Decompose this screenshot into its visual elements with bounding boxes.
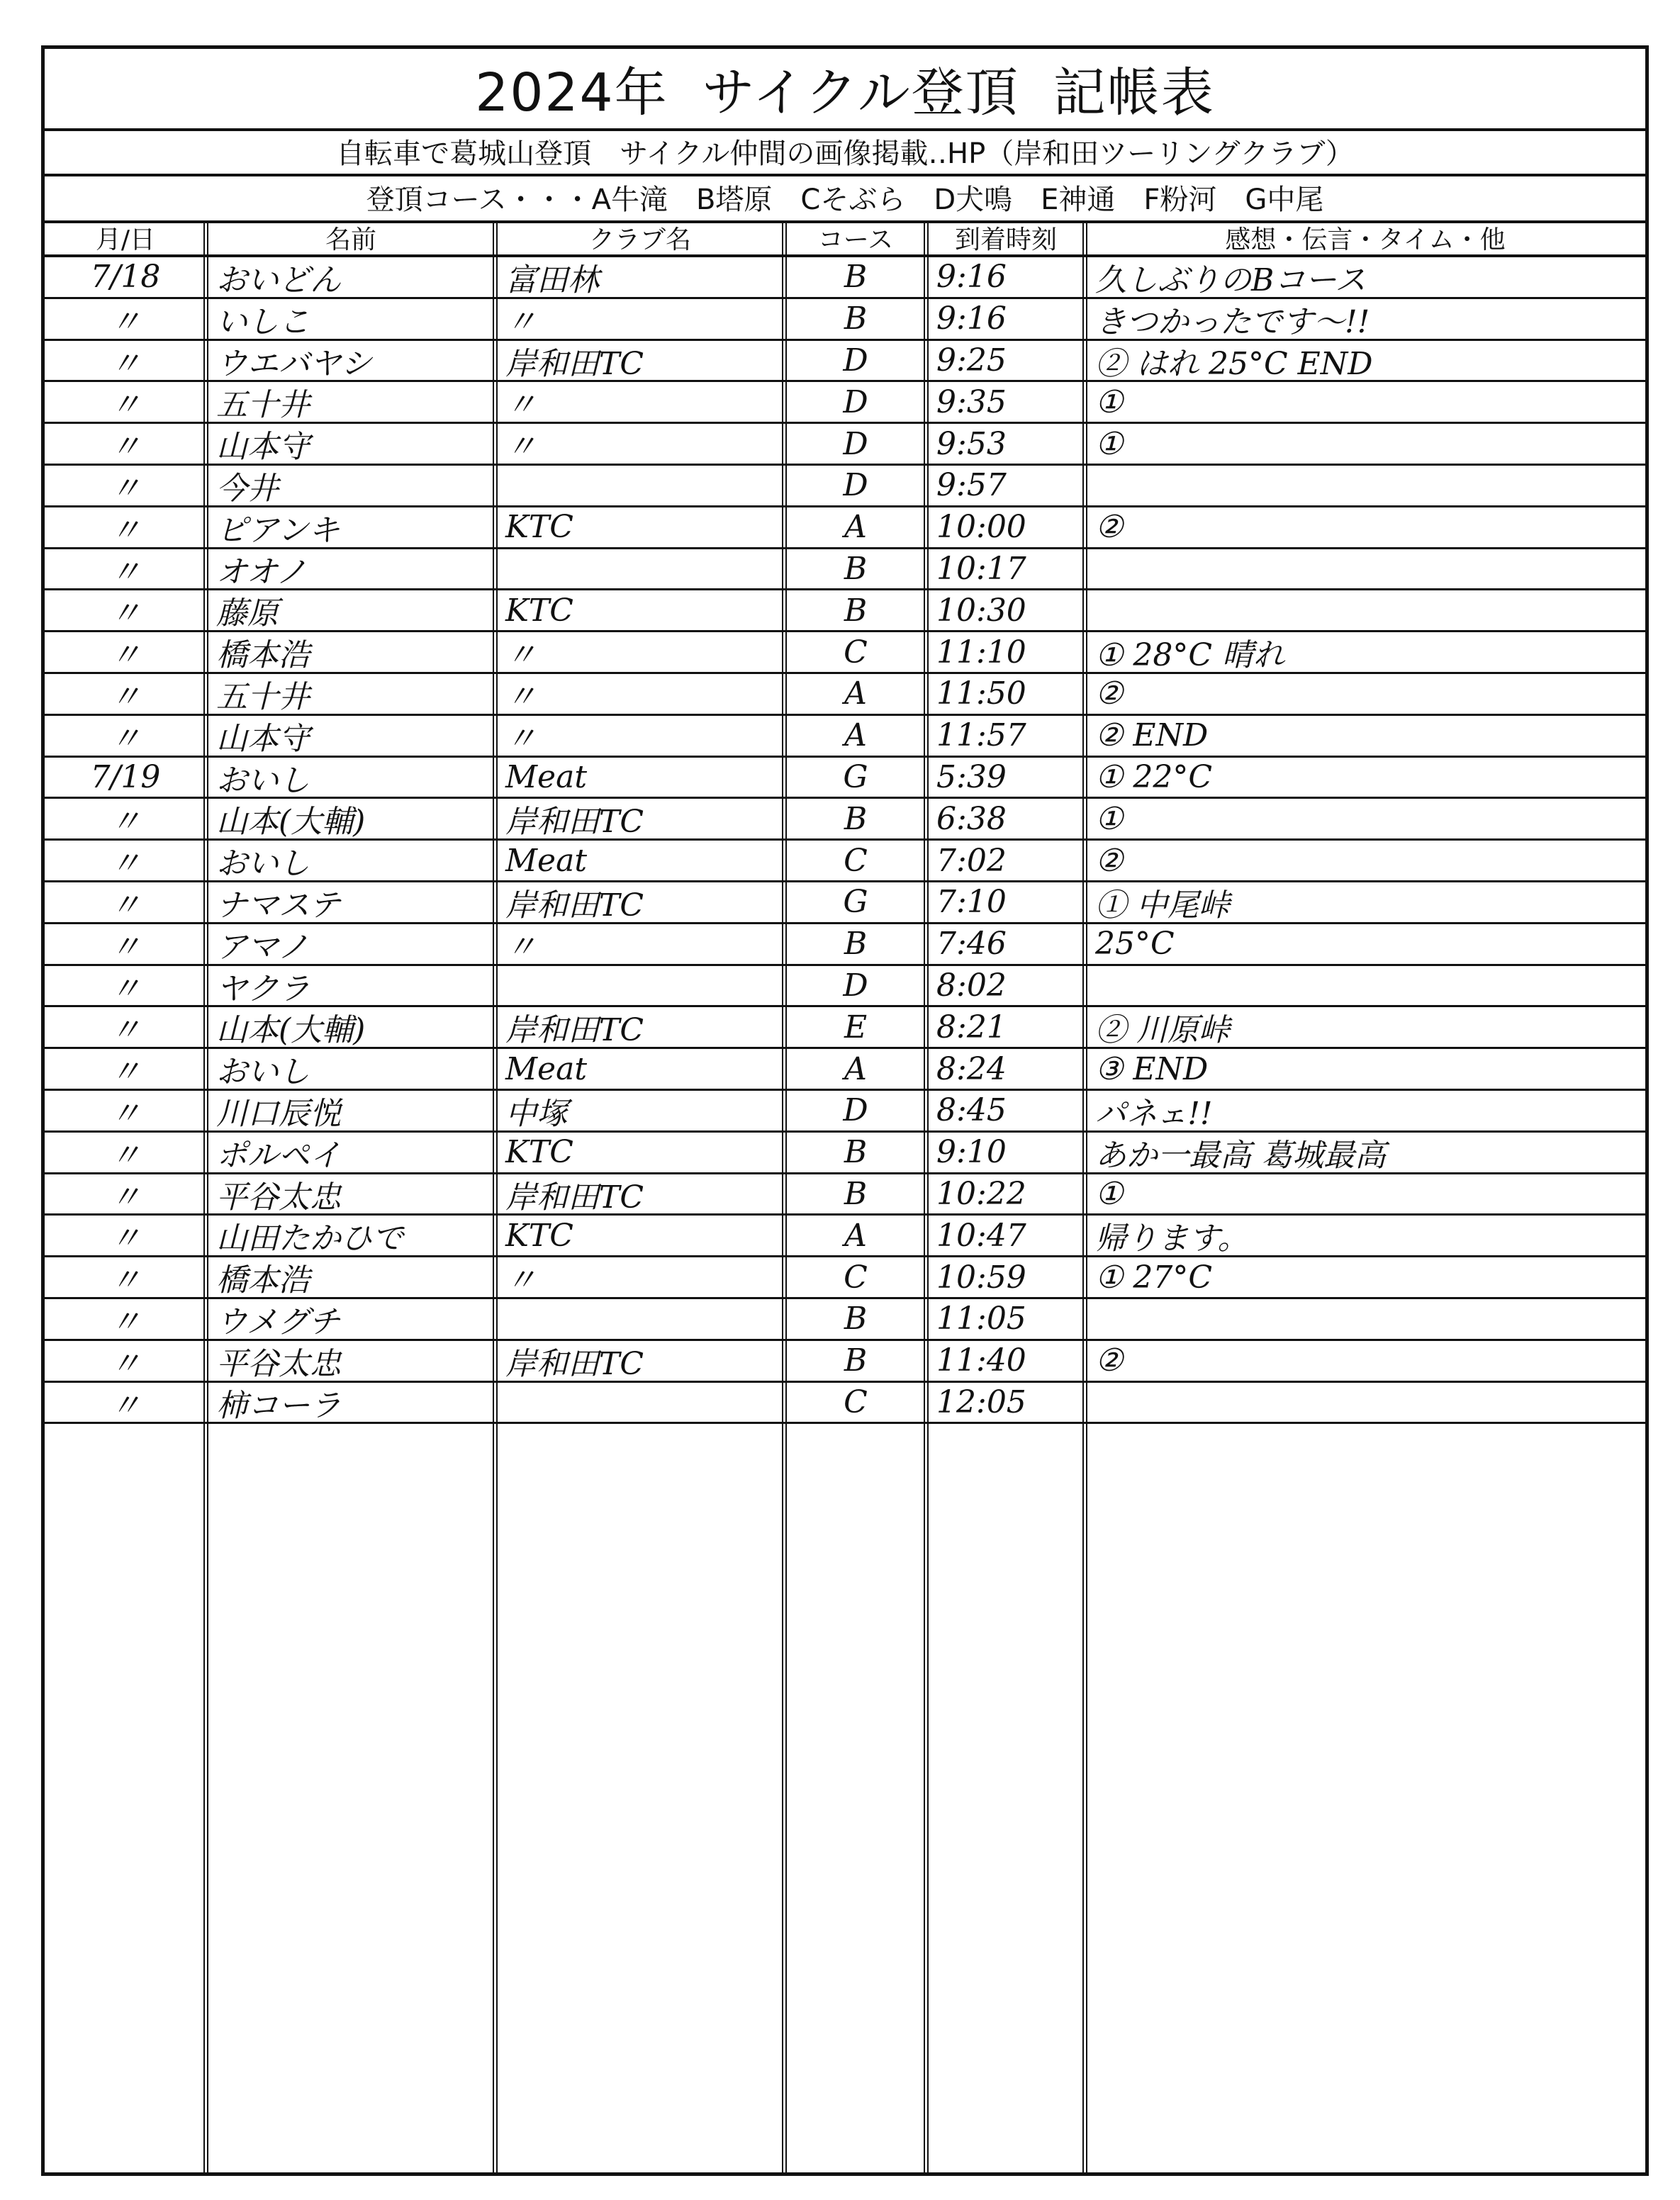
course-cell: C — [844, 634, 868, 670]
course-cell: B — [844, 926, 868, 962]
comment-cell — [1085, 1383, 1645, 1422]
table-row — [45, 507, 1645, 549]
time-cell: 9:16 — [936, 301, 1007, 337]
time-cell: 9:10 — [936, 1134, 1007, 1171]
comment-cell — [1085, 466, 1645, 505]
comment-cell — [1085, 549, 1645, 589]
time-cell: 7:02 — [936, 842, 1007, 879]
name-cell: ピアンキ — [216, 512, 340, 547]
table-row — [45, 924, 1645, 966]
title-main: サイクル登頂 — [702, 62, 1019, 123]
course-cell: D — [843, 1092, 868, 1129]
time-cell: 10:00 — [936, 509, 1026, 546]
table-row — [45, 1257, 1645, 1299]
club-cell: 〃 — [505, 678, 537, 714]
table-row — [45, 1133, 1645, 1174]
comment-cell: きつかったです〜!! — [1095, 303, 1370, 339]
table-row — [45, 299, 1645, 341]
column-header-time: 到着時刻 — [926, 220, 1085, 257]
column-divider — [203, 220, 208, 2172]
time-cell: 7:46 — [936, 926, 1007, 962]
name-cell: ウエバヤシ — [216, 345, 372, 381]
club-cell: 岸和田TC — [505, 1012, 644, 1048]
column-header-name: 名前 — [206, 220, 495, 257]
club-cell: 岸和田TC — [505, 887, 644, 922]
club-cell: 〃 — [505, 303, 537, 339]
date-cell: 〃 — [110, 470, 141, 505]
comment-cell: ① 中尾峠 — [1095, 887, 1230, 922]
club-cell: 〃 — [505, 928, 537, 964]
time-cell: 10:22 — [936, 1175, 1026, 1212]
table-row — [45, 1091, 1645, 1133]
name-cell: いしこ — [216, 303, 310, 339]
name-cell: ヤクラ — [216, 970, 310, 1006]
date-cell: 〃 — [110, 1220, 141, 1256]
name-cell: アマノ — [216, 928, 309, 964]
comment-cell: ② はれ 25°C END — [1095, 345, 1373, 381]
club-cell: KTC — [505, 1217, 573, 1254]
club-cell: KTC — [505, 592, 573, 629]
column-header-date: 月/日 — [45, 220, 206, 257]
name-cell: おいし — [216, 1054, 310, 1089]
name-cell: 五十井 — [216, 387, 310, 422]
club-cell: Meat — [505, 842, 588, 879]
name-cell: 山本守 — [216, 720, 310, 756]
comment-cell: ① — [1095, 383, 1124, 420]
name-cell: おいどん — [216, 262, 341, 297]
time-cell: 9:57 — [936, 467, 1007, 504]
table-row — [45, 341, 1645, 383]
date-cell: 〃 — [110, 303, 141, 339]
date-cell: 7/18 — [90, 259, 161, 296]
club-cell — [495, 466, 785, 505]
comment-cell: ① 28°C 晴れ — [1095, 637, 1285, 672]
table-row — [45, 1299, 1645, 1341]
name-cell: 五十井 — [216, 678, 310, 714]
club-cell: 岸和田TC — [505, 804, 644, 839]
course-cell: D — [843, 425, 868, 462]
comment-cell: 25°C — [1095, 926, 1175, 962]
column-header-club: クラブ名 — [495, 220, 785, 257]
name-cell: おいし — [216, 762, 310, 797]
time-cell: 8:02 — [936, 967, 1007, 1004]
club-cell: 岸和田TC — [505, 1345, 644, 1381]
comment-cell: パネェ!! — [1095, 1095, 1213, 1130]
table-row — [45, 382, 1645, 424]
date-cell: 〃 — [110, 637, 141, 672]
date-cell: 〃 — [110, 720, 141, 756]
name-cell: 柿コーラ — [216, 1387, 341, 1422]
time-cell: 11:57 — [936, 717, 1026, 754]
course-cell: A — [844, 1217, 867, 1254]
table-row — [45, 1049, 1645, 1091]
table-row — [45, 590, 1645, 632]
log-table — [45, 220, 1645, 2172]
table-row — [45, 632, 1645, 674]
name-cell: 川口辰悦 — [216, 1095, 341, 1130]
time-cell: 9:16 — [936, 259, 1007, 296]
club-cell: Meat — [505, 1050, 588, 1087]
club-cell: 〃 — [505, 637, 537, 672]
club-cell: 岸和田TC — [505, 345, 644, 381]
comment-cell — [1085, 966, 1645, 1006]
course-cell: D — [843, 383, 868, 420]
table-row — [45, 257, 1645, 299]
date-cell: 〃 — [110, 804, 141, 839]
date-cell: 7/19 — [90, 758, 161, 795]
club-cell — [495, 1299, 785, 1339]
comment-cell: ② END — [1095, 717, 1209, 754]
name-cell: 橋本浩 — [216, 637, 310, 672]
course-cell: G — [843, 758, 868, 795]
course-cell: B — [844, 1175, 868, 1212]
column-divider — [493, 220, 498, 2172]
club-cell — [495, 966, 785, 1006]
name-cell: ウメグチ — [216, 1303, 340, 1339]
date-cell: 〃 — [110, 345, 141, 381]
column-header-course: コース — [785, 220, 926, 257]
comment-cell — [1085, 590, 1645, 630]
comment-cell: ① — [1095, 800, 1124, 837]
comment-cell: ② — [1095, 842, 1124, 879]
date-cell: 〃 — [110, 970, 141, 1006]
course-cell: A — [844, 1050, 867, 1087]
club-cell: 富田林 — [505, 262, 599, 297]
course-cell: B — [844, 550, 868, 587]
date-cell: 〃 — [110, 1345, 141, 1381]
comment-cell: ① 27°C — [1095, 1259, 1213, 1296]
course-cell: B — [844, 259, 868, 296]
table-row — [45, 966, 1645, 1008]
date-cell: 〃 — [110, 387, 141, 422]
time-cell: 5:39 — [936, 758, 1007, 795]
course-cell: B — [844, 1301, 868, 1337]
table-row — [45, 424, 1645, 466]
time-cell: 9:25 — [936, 342, 1007, 378]
course-cell: E — [844, 1009, 868, 1045]
log-sheet — [41, 45, 1649, 2176]
name-cell: 平谷太忠 — [216, 1179, 341, 1214]
club-cell: 〃 — [505, 387, 537, 422]
table-row — [45, 1216, 1645, 1257]
subtitle: 自転車で葛城山登頂 サイクル仲間の画像掲載‥HP（岸和田ツーリングクラブ） — [45, 128, 1645, 176]
comment-cell: ② 川原峠 — [1095, 1012, 1230, 1048]
date-cell: 〃 — [110, 846, 141, 880]
date-cell: 〃 — [110, 1054, 141, 1089]
date-cell: 〃 — [110, 429, 141, 464]
title-tail: 記帳表 — [1053, 62, 1215, 123]
time-cell: 10:59 — [936, 1259, 1026, 1296]
title-year: 2024年 — [475, 62, 668, 123]
time-cell: 10:17 — [936, 550, 1026, 587]
course-cell: C — [844, 1259, 868, 1296]
name-cell: ポルペイ — [216, 1137, 341, 1172]
time-cell: 10:30 — [936, 592, 1026, 629]
club-cell: KTC — [505, 509, 573, 546]
table-row — [45, 674, 1645, 716]
time-cell: 6:38 — [936, 800, 1007, 837]
comment-cell: 久しぶりのBコース — [1095, 262, 1367, 297]
comment-cell: あか一最高 葛城最高 — [1095, 1137, 1386, 1172]
name-cell: 山本(大輔) — [216, 1012, 366, 1048]
course-cell: D — [843, 467, 868, 504]
course-cell: B — [844, 1342, 868, 1379]
comment-cell: ① — [1095, 425, 1124, 462]
name-cell: 平谷太忠 — [216, 1345, 341, 1381]
table-row — [45, 1383, 1645, 1425]
table-row — [45, 841, 1645, 882]
course-cell: D — [843, 967, 868, 1004]
name-cell: オオノ — [216, 554, 308, 589]
time-cell: 11:40 — [936, 1342, 1026, 1379]
course-legend: 登頂コース・・・A牛滝 B塔原 Cそぶら D犬鳴 E神通 F粉河 G中尾 — [45, 174, 1645, 223]
time-cell: 10:47 — [936, 1217, 1026, 1254]
course-cell: D — [843, 342, 868, 378]
date-cell: 〃 — [110, 678, 141, 714]
date-cell: 〃 — [110, 928, 141, 964]
date-cell: 〃 — [110, 1303, 141, 1339]
date-cell: 〃 — [110, 1179, 141, 1214]
course-cell: A — [844, 509, 867, 546]
name-cell: ナマステ — [216, 887, 341, 922]
club-cell: 岸和田TC — [505, 1179, 644, 1214]
date-cell: 〃 — [110, 1012, 141, 1048]
date-cell: 〃 — [110, 887, 141, 922]
date-cell: 〃 — [110, 512, 141, 547]
course-cell: C — [844, 842, 868, 879]
column-divider — [924, 220, 929, 2172]
club-cell: Meat — [505, 758, 588, 795]
club-cell — [495, 549, 785, 589]
column-header-comment: 感想・伝言・タイム・他 — [1085, 220, 1645, 257]
comment-cell: ② — [1095, 675, 1124, 712]
course-cell: G — [843, 884, 868, 921]
name-cell: おいし — [216, 846, 310, 880]
date-cell: 〃 — [110, 1387, 141, 1422]
time-cell: 9:35 — [936, 383, 1007, 420]
date-cell: 〃 — [110, 554, 141, 589]
date-cell: 〃 — [110, 1262, 141, 1297]
course-cell: A — [844, 675, 867, 712]
club-cell: KTC — [505, 1134, 573, 1171]
time-cell: 12:05 — [936, 1384, 1026, 1420]
time-cell: 9:53 — [936, 425, 1007, 462]
comment-cell: ② — [1095, 1342, 1124, 1379]
table-row — [45, 549, 1645, 591]
course-cell: A — [844, 717, 867, 754]
name-cell: 今井 — [216, 470, 279, 505]
course-cell: B — [844, 800, 868, 837]
course-cell: B — [844, 301, 868, 337]
comment-cell: 帰ります。 — [1095, 1220, 1249, 1256]
time-cell: 11:05 — [936, 1301, 1026, 1337]
name-cell: 橋本浩 — [216, 1262, 310, 1297]
time-cell: 7:10 — [936, 884, 1007, 921]
table-row — [45, 758, 1645, 799]
time-cell: 11:50 — [936, 675, 1026, 712]
table-row — [45, 882, 1645, 924]
name-cell: 山本(大輔) — [216, 804, 366, 839]
time-cell: 8:21 — [936, 1009, 1007, 1045]
page-title — [45, 49, 1645, 131]
column-divider — [1082, 220, 1087, 2172]
comment-cell: ② — [1095, 509, 1124, 546]
name-cell: 藤原 — [216, 595, 279, 631]
time-cell: 8:45 — [936, 1092, 1007, 1129]
date-cell: 〃 — [110, 595, 141, 631]
table-row — [45, 1341, 1645, 1383]
comment-cell: ③ END — [1095, 1050, 1209, 1087]
club-cell: 中塚 — [505, 1095, 568, 1130]
table-row — [45, 1007, 1645, 1049]
comment-cell: ① — [1095, 1175, 1124, 1212]
date-cell: 〃 — [110, 1095, 141, 1130]
club-cell: 〃 — [505, 720, 537, 756]
club-cell: 〃 — [505, 1262, 537, 1297]
club-cell: 〃 — [505, 429, 537, 464]
course-cell: C — [844, 1384, 868, 1420]
table-row — [45, 716, 1645, 758]
comment-cell — [1085, 1299, 1645, 1339]
course-cell: B — [844, 592, 868, 629]
table-row — [45, 1174, 1645, 1216]
name-cell: 山本守 — [216, 429, 310, 464]
comment-cell: ① 22°C — [1095, 758, 1213, 795]
table-row — [45, 466, 1645, 507]
column-divider — [782, 220, 787, 2172]
course-cell: B — [844, 1134, 868, 1171]
date-cell: 〃 — [110, 1137, 141, 1172]
name-cell: 山田たかひで — [216, 1220, 403, 1256]
club-cell — [495, 1383, 785, 1422]
time-cell: 8:24 — [936, 1050, 1007, 1087]
table-row — [45, 799, 1645, 841]
time-cell: 11:10 — [936, 634, 1026, 670]
